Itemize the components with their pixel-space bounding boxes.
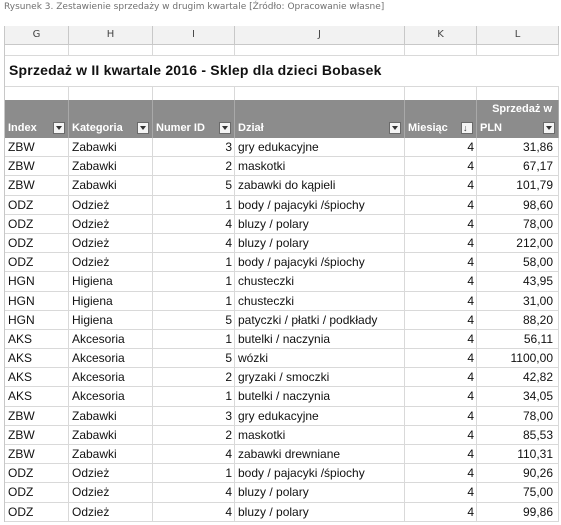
- cell-dzial[interactable]: gry edukacyjne: [238, 408, 319, 423]
- cell-miesiac[interactable]: 4: [467, 504, 474, 519]
- column-header-i[interactable]: I: [153, 26, 235, 44]
- cell-miesiac[interactable]: 4: [467, 485, 474, 500]
- cell-numer-id[interactable]: 4: [225, 485, 232, 500]
- cell-miesiac[interactable]: 4: [467, 408, 474, 423]
- cell-numer-id[interactable]: 3: [225, 140, 232, 154]
- sheet-title: Sprzedaż w II kwartale 2016 - Sklep dla dzieci Bobasek: [9, 62, 382, 78]
- header-miesiac: [405, 100, 477, 138]
- cell-kategoria[interactable]: Odzież: [72, 235, 110, 250]
- cell-kategoria[interactable]: Akcesoria: [72, 389, 125, 404]
- cell-numer-id[interactable]: 1: [225, 331, 232, 346]
- table-row[interactable]: [5, 253, 559, 272]
- cell-miesiac[interactable]: 4: [467, 197, 474, 212]
- cell-numer-id[interactable]: 4: [225, 235, 232, 250]
- cell-miesiac[interactable]: 4: [467, 274, 474, 289]
- cell-kategoria[interactable]: Akcesoria: [72, 351, 125, 366]
- cell-miesiac[interactable]: 4: [467, 466, 474, 481]
- cell-numer-id[interactable]: 1: [225, 389, 232, 404]
- filter-dropdown-icon[interactable]: [219, 122, 231, 134]
- cell-numer-id[interactable]: 3: [225, 408, 232, 423]
- cell-index[interactable]: AKS: [8, 370, 33, 385]
- cell-numer-id[interactable]: 4: [225, 504, 232, 519]
- cell-miesiac[interactable]: 4: [467, 389, 474, 404]
- cell-numer-id[interactable]: 1: [225, 255, 232, 270]
- cell-index[interactable]: ZBW: [8, 447, 35, 461]
- cell-index[interactable]: ODZ: [8, 485, 34, 500]
- cell-dzial[interactable]: bluzy / polary: [238, 485, 309, 500]
- cell-dzial[interactable]: maskotki: [238, 159, 286, 174]
- cell-dzial[interactable]: bluzy / polary: [238, 504, 309, 519]
- column-headers: [5, 26, 559, 45]
- cell-dzial[interactable]: bluzy / polary: [238, 235, 309, 250]
- table-header: [5, 100, 559, 138]
- header-numer-id-label: Numer ID: [156, 122, 205, 134]
- figure-caption: Rysunek 3. Zestawienie sprzedaży w drugim kwartale [Źródło: Opracowanie własne]: [4, 2, 385, 12]
- blank-row: [5, 86, 559, 101]
- cell-miesiac[interactable]: 4: [467, 140, 474, 154]
- cell-index[interactable]: HGN: [8, 274, 35, 289]
- cell-kategoria[interactable]: Zabawki: [72, 140, 117, 154]
- cell-dzial[interactable]: butelki / naczynia: [238, 331, 331, 346]
- cell-dzial[interactable]: gryzaki / smoczki: [238, 370, 330, 385]
- cell-sprzedaz[interactable]: 31,00: [522, 293, 553, 308]
- cell-sprzedaz[interactable]: 212,00: [516, 235, 553, 250]
- header-kategoria: [69, 100, 153, 138]
- cell-sprzedaz[interactable]: 90,26: [522, 466, 553, 481]
- cell-kategoria[interactable]: Odzież: [72, 197, 110, 212]
- table-row[interactable]: [5, 445, 559, 464]
- cell-dzial[interactable]: bluzy / polary: [238, 216, 309, 231]
- table-row[interactable]: [5, 272, 559, 291]
- filter-dropdown-icon[interactable]: [137, 122, 149, 134]
- filter-dropdown-icon[interactable]: [389, 122, 401, 134]
- cell-kategoria[interactable]: Zabawki: [72, 447, 117, 461]
- table-row[interactable]: [5, 503, 559, 522]
- cell-dzial[interactable]: gry edukacyjne: [238, 140, 319, 154]
- cell-dzial[interactable]: zabawki drewniane: [238, 447, 341, 461]
- cell-kategoria[interactable]: Odzież: [72, 216, 110, 231]
- cell-kategoria[interactable]: Zabawki: [72, 178, 117, 193]
- header-index-label: Index: [8, 122, 37, 134]
- cell-sprzedaz[interactable]: 85,53: [522, 427, 553, 442]
- table-row[interactable]: [5, 196, 559, 215]
- header-miesiac-label: Miesiąc: [408, 122, 448, 134]
- cell-miesiac[interactable]: 4: [467, 312, 474, 327]
- table-row[interactable]: [5, 176, 559, 195]
- cell-numer-id[interactable]: 4: [225, 447, 232, 461]
- cell-sprzedaz[interactable]: 88,20: [522, 312, 553, 327]
- header-sprzedaz-label: Sprzedaż w: [492, 103, 552, 115]
- cell-numer-id[interactable]: 1: [225, 197, 232, 212]
- cell-sprzedaz[interactable]: 98,60: [522, 197, 553, 212]
- cell-dzial[interactable]: zabawki do kąpieli: [238, 178, 336, 193]
- table-row[interactable]: [5, 215, 559, 234]
- cell-index[interactable]: ZBW: [8, 178, 35, 193]
- cell-numer-id[interactable]: 5: [225, 312, 232, 327]
- table-row[interactable]: [5, 368, 559, 387]
- cell-kategoria[interactable]: Odzież: [72, 466, 110, 481]
- cell-dzial[interactable]: patyczki / płatki / podkłady: [238, 312, 378, 327]
- cell-sprzedaz[interactable]: 75,00: [522, 485, 553, 500]
- cell-dzial[interactable]: body / pajacyki /śpiochy: [238, 466, 365, 481]
- cell-kategoria[interactable]: Akcesoria: [72, 370, 125, 385]
- spreadsheet: [4, 26, 559, 522]
- cell-sprzedaz[interactable]: 99,86: [522, 504, 553, 519]
- cell-kategoria[interactable]: Higiena: [72, 274, 113, 289]
- column-header-k[interactable]: K: [405, 26, 477, 44]
- cell-sprzedaz[interactable]: 78,00: [522, 216, 553, 231]
- cell-kategoria[interactable]: Odzież: [72, 485, 110, 500]
- cell-index[interactable]: ODZ: [8, 466, 34, 481]
- cell-sprzedaz[interactable]: 56,11: [523, 331, 553, 346]
- cell-miesiac[interactable]: 4: [467, 331, 474, 346]
- cell-index[interactable]: AKS: [8, 351, 33, 366]
- table-body: [5, 138, 559, 522]
- cell-sprzedaz[interactable]: 58,00: [522, 255, 553, 270]
- cell-kategoria[interactable]: Odzież: [72, 504, 110, 519]
- cell-index[interactable]: ZBW: [8, 427, 35, 442]
- column-header-l[interactable]: L: [477, 26, 559, 44]
- table-row[interactable]: [5, 426, 559, 445]
- header-numer-id: [153, 100, 235, 138]
- cell-numer-id[interactable]: 1: [225, 293, 232, 308]
- cell-sprzedaz[interactable]: 34,05: [522, 389, 553, 404]
- cell-numer-id[interactable]: 5: [225, 178, 232, 193]
- cell-index[interactable]: ZBW: [8, 159, 35, 174]
- cell-index[interactable]: ZBW: [8, 408, 35, 423]
- cell-sprzedaz[interactable]: 67,17: [522, 159, 553, 174]
- column-header-h[interactable]: H: [69, 26, 153, 44]
- cell-dzial[interactable]: chusteczki: [238, 293, 295, 308]
- cell-sprzedaz[interactable]: 78,00: [522, 408, 553, 423]
- table-row[interactable]: [5, 234, 559, 253]
- table-row[interactable]: [5, 387, 559, 406]
- cell-numer-id[interactable]: 4: [225, 216, 232, 231]
- cell-miesiac[interactable]: 4: [467, 178, 474, 193]
- table-row[interactable]: [5, 483, 559, 502]
- cell-miesiac[interactable]: 4: [467, 159, 474, 174]
- cell-sprzedaz[interactable]: 42,82: [522, 370, 553, 385]
- cell-kategoria[interactable]: Akcesoria: [72, 331, 125, 346]
- cell-numer-id[interactable]: 2: [225, 427, 232, 442]
- cell-numer-id[interactable]: 1: [225, 274, 232, 289]
- cell-index[interactable]: AKS: [8, 389, 33, 404]
- cell-dzial[interactable]: wózki: [238, 351, 269, 366]
- cell-dzial[interactable]: butelki / naczynia: [238, 389, 331, 404]
- cell-kategoria[interactable]: Higiena: [72, 312, 113, 327]
- table-row[interactable]: [5, 157, 559, 176]
- cell-index[interactable]: AKS: [8, 331, 33, 346]
- table-row[interactable]: [5, 349, 559, 368]
- cell-kategoria[interactable]: Zabawki: [72, 427, 117, 442]
- cell-miesiac[interactable]: 4: [467, 293, 474, 308]
- table-row[interactable]: [5, 464, 559, 483]
- cell-miesiac[interactable]: 4: [467, 216, 474, 231]
- cell-index[interactable]: ZBW: [8, 140, 35, 154]
- header-dzial-label: Dział: [238, 122, 264, 134]
- cell-miesiac[interactable]: 4: [467, 427, 474, 442]
- cell-index[interactable]: ODZ: [8, 235, 34, 250]
- cell-kategoria[interactable]: Odzież: [72, 255, 110, 270]
- filter-dropdown-icon[interactable]: [543, 122, 555, 134]
- cell-kategoria[interactable]: Higiena: [72, 293, 113, 308]
- table-row[interactable]: [5, 311, 559, 330]
- header-dzial: [235, 100, 405, 138]
- cell-miesiac[interactable]: 4: [467, 447, 474, 461]
- column-header-j[interactable]: J: [235, 26, 405, 44]
- table-row[interactable]: [5, 138, 559, 157]
- header-index: [5, 100, 69, 138]
- cell-sprzedaz[interactable]: 101,79: [516, 178, 553, 193]
- cell-sprzedaz[interactable]: 110,31: [517, 447, 553, 461]
- cell-index[interactable]: HGN: [8, 312, 35, 327]
- cell-index[interactable]: ODZ: [8, 255, 34, 270]
- table-row[interactable]: [5, 292, 559, 311]
- cell-kategoria[interactable]: Zabawki: [72, 159, 117, 174]
- cell-index[interactable]: ODZ: [8, 504, 34, 519]
- cell-dzial[interactable]: maskotki: [238, 427, 286, 442]
- cell-index[interactable]: ODZ: [8, 197, 34, 212]
- cell-index[interactable]: ODZ: [8, 216, 34, 231]
- cell-miesiac[interactable]: 4: [467, 370, 474, 385]
- cell-miesiac[interactable]: 4: [467, 351, 474, 366]
- cell-miesiac[interactable]: 4: [467, 235, 474, 250]
- table-row[interactable]: [5, 407, 559, 426]
- cell-sprzedaz[interactable]: 43,95: [522, 274, 553, 289]
- cell-kategoria[interactable]: Zabawki: [72, 408, 117, 423]
- sort-filter-icon[interactable]: ↓: [461, 122, 473, 134]
- cell-numer-id[interactable]: 2: [225, 159, 232, 174]
- cell-numer-id[interactable]: 1: [225, 466, 232, 481]
- column-header-g[interactable]: G: [5, 26, 69, 44]
- header-sprzedaz: [477, 100, 559, 138]
- cell-sprzedaz[interactable]: 31,86: [522, 140, 553, 154]
- title-row: [5, 55, 559, 87]
- table-row[interactable]: [5, 330, 559, 349]
- cell-sprzedaz[interactable]: 1100,00: [510, 351, 553, 366]
- cell-index[interactable]: HGN: [8, 293, 35, 308]
- cell-dzial[interactable]: body / pajacyki /śpiochy: [238, 197, 365, 212]
- header-sprzedaz-unit: PLN: [480, 122, 502, 134]
- cell-dzial[interactable]: chusteczki: [238, 274, 295, 289]
- header-kategoria-label: Kategoria: [72, 122, 123, 134]
- cell-miesiac[interactable]: 4: [467, 255, 474, 270]
- cell-numer-id[interactable]: 5: [225, 351, 232, 366]
- cell-numer-id[interactable]: 2: [225, 370, 232, 385]
- cell-dzial[interactable]: body / pajacyki /śpiochy: [238, 255, 365, 270]
- filter-dropdown-icon[interactable]: [53, 122, 65, 134]
